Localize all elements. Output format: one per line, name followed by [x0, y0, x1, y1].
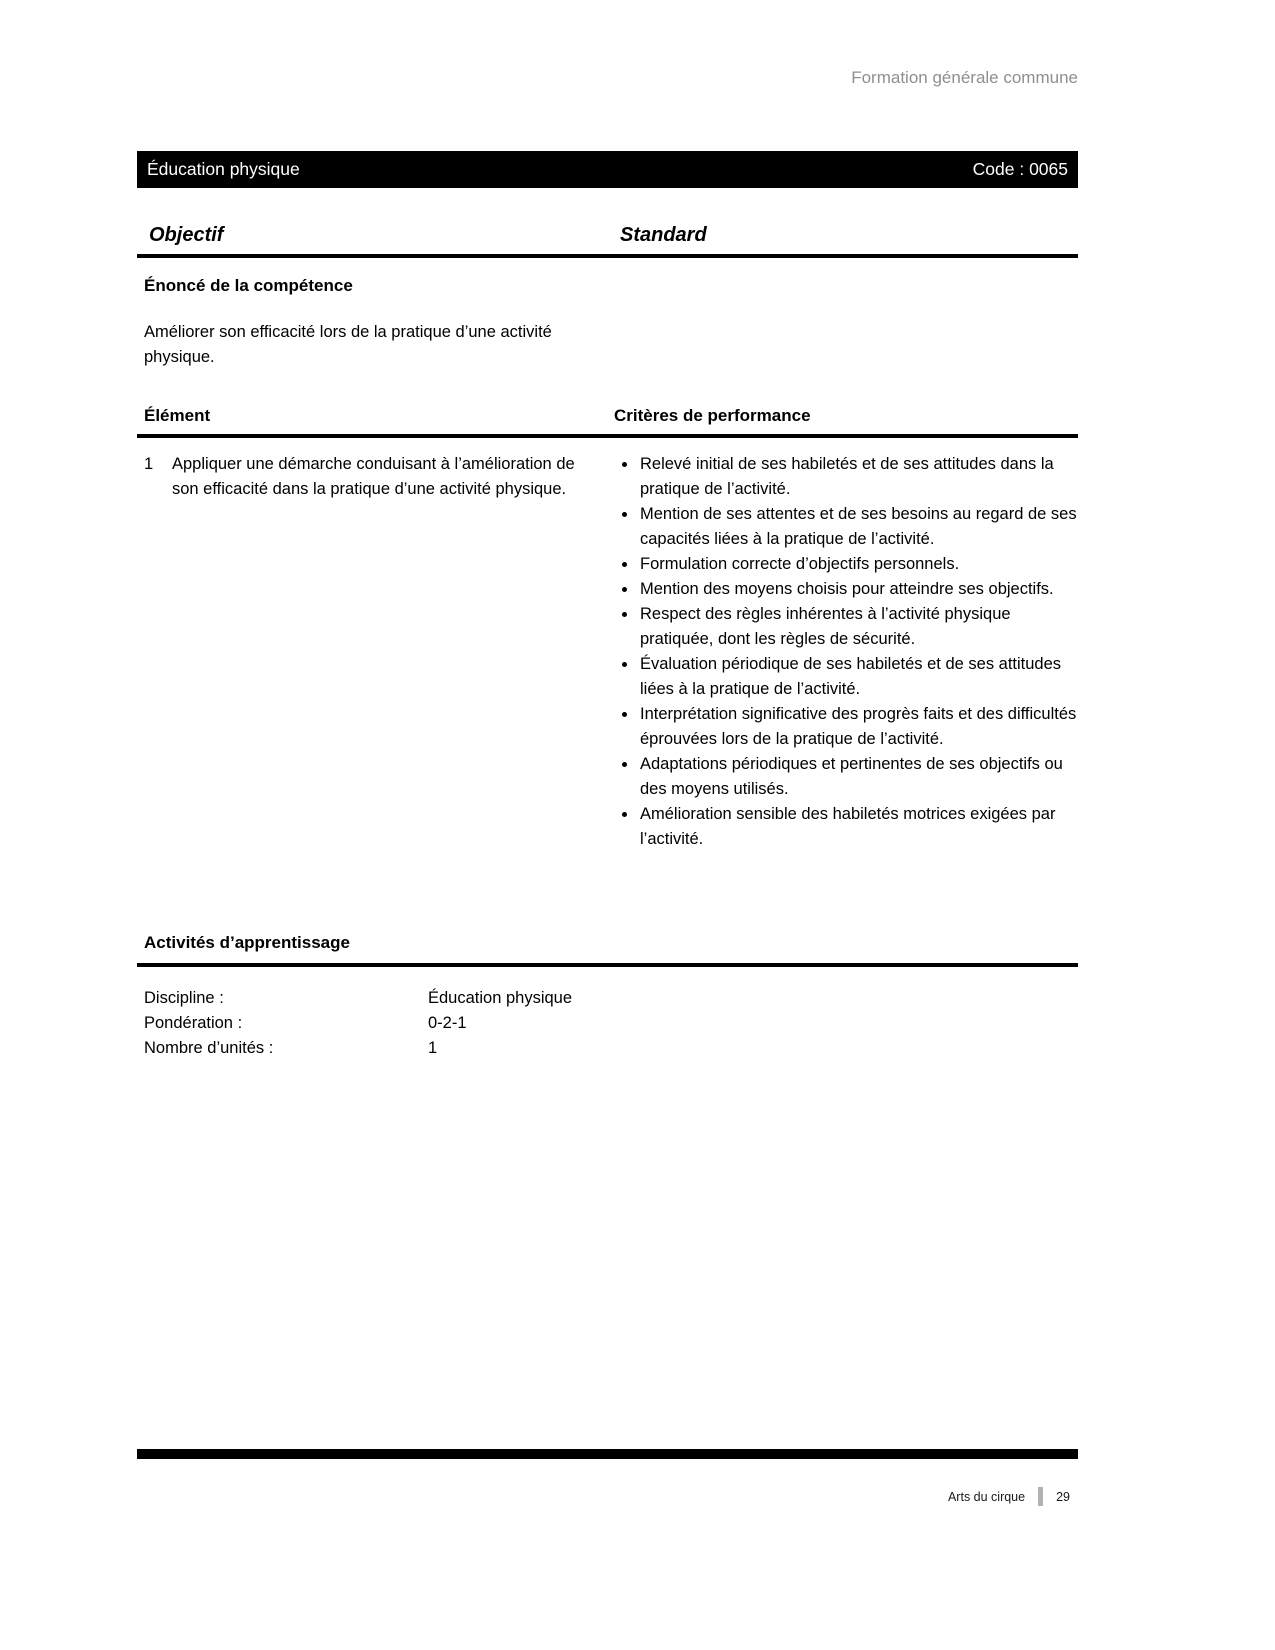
- criterion-item: • Interprétation significative des progrès faits et des difficultés éprouvées lors de la pratique de l’activité.: [638, 702, 1078, 752]
- subject-title: Éducation physique: [147, 159, 300, 179]
- criterion-item: • Respect des règles inhérentes à l’activité physique pratiquée, dont les règles de sécurité.: [638, 602, 1078, 652]
- info-row-ponderation: [144, 1011, 844, 1036]
- page-number: 29: [1056, 1489, 1070, 1504]
- standard-heading: Standard: [620, 224, 707, 246]
- activites-heading: Activités d’apprentissage: [144, 933, 350, 952]
- criterion-item: • Amélioration sensible des habiletés motrices exigées par l’activité.: [638, 802, 1078, 852]
- criterion-item: • Relevé initial de ses habiletés et de ses attitudes dans la pratique de l’activité.: [638, 452, 1078, 502]
- info-row-discipline: [144, 986, 844, 1011]
- criteria-list: [614, 452, 1078, 852]
- criteria-list-container: [614, 452, 1078, 852]
- element-text: Appliquer une démarche conduisant à l’amélioration de son efficacité dans la pratique d’une activité physique.: [172, 455, 575, 498]
- criterion-item: • Adaptations périodiques et pertinentes de ses objectifs ou des moyens utilisés.: [638, 752, 1078, 802]
- footer-section-title: Arts du cirque: [947, 1489, 1026, 1504]
- element-heading: Élément: [144, 406, 211, 425]
- info-label: Pondération :: [144, 1014, 243, 1032]
- objectif-heading: Objectif: [149, 224, 224, 246]
- info-label: Discipline :: [144, 989, 224, 1007]
- criteres-heading: Critères de performance: [614, 406, 811, 425]
- criterion-item: • Évaluation périodique de ses habiletés et de ses attitudes liées à la pratique de l’activité.: [638, 652, 1078, 702]
- running-header: Formation générale commune: [851, 68, 1078, 87]
- course-code: Code : 0065: [972, 159, 1068, 179]
- criterion-item: • Mention de ses attentes et de ses besoins au regard de ses capacités liées à la pratique de l’activité.: [638, 502, 1078, 552]
- criterion-item: • Formulation correcte d’objectifs personnels.: [638, 552, 1078, 577]
- criterion-item: • Mention des moyens choisis pour atteindre ses objectifs.: [638, 577, 1078, 602]
- bottom-rule-bar: [137, 1449, 1078, 1459]
- footer-divider: [1038, 1487, 1043, 1506]
- objectif-standard-header: [137, 224, 1078, 258]
- info-row-unites: [144, 1036, 844, 1061]
- activites-header: [137, 933, 1078, 967]
- enonce-body: Améliorer son efficacité lors de la pratique d’une activité physique.: [144, 323, 552, 366]
- element-number: 1: [144, 455, 154, 473]
- subject-title-bar: [137, 151, 1078, 188]
- info-label: Nombre d’unités :: [144, 1039, 274, 1057]
- element-criteres-header: [137, 406, 1078, 438]
- element-item: [144, 452, 591, 502]
- info-value: 0-2-1: [428, 1014, 467, 1032]
- course-info: [144, 986, 844, 1061]
- info-value: Éducation physique: [428, 989, 573, 1007]
- info-value: 1: [428, 1039, 438, 1057]
- enonce-heading: Énoncé de la compétence: [144, 276, 353, 295]
- page-footer: [137, 1487, 1078, 1506]
